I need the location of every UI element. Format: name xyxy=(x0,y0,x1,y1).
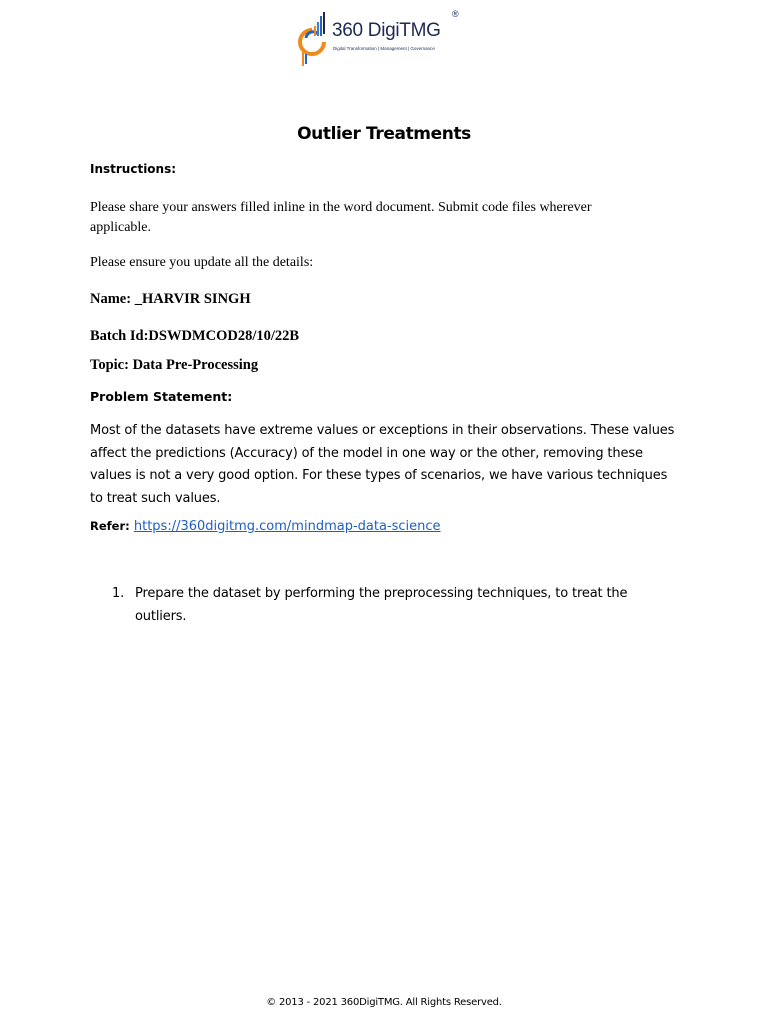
problem-statement-label: Problem Statement: xyxy=(90,389,233,404)
student-name: Name: _HARVIR SINGH xyxy=(90,291,251,307)
document-title: Outlier Treatments xyxy=(297,124,471,144)
list-item-number: 1. xyxy=(112,586,125,601)
topic: Topic: Data Pre-Processing xyxy=(90,357,259,373)
copyright-footer: © 2013 - 2021 360DigiTMG. All Rights Reserved. xyxy=(266,997,502,1008)
instructions-label: Instructions: xyxy=(90,162,177,176)
batch-id: Batch Id:DSWDMCOD28/10/22B xyxy=(90,328,300,344)
company-logo xyxy=(296,8,466,70)
refer-label: Refer: xyxy=(90,519,130,533)
logo-name: 360 DigiTMG xyxy=(332,20,441,41)
registered-mark: ® xyxy=(452,9,459,19)
problem-statement-body: Most of the datasets have extreme values or exceptions in their observations. These values affect the predictions (Accuracy) of the model in one way or the other, removing these values is not a very good option. For these types of scenarios, we have various techniques to treat such values. xyxy=(90,423,675,506)
logo-tagline: Digital Transformation | Management | Governance xyxy=(333,46,435,51)
update-details-note: Please ensure you update all the details: xyxy=(90,255,314,270)
mindmap-link[interactable]: https://360digitmg.com/mindmap-data-science xyxy=(133,519,441,534)
list-item-text: Prepare the dataset by performing the preprocessing techniques, to treat the outliers. xyxy=(135,586,628,624)
logo-mark-icon xyxy=(296,8,336,70)
instructions-paragraph: Please share your answers filled inline in the word document. Submit code files wherever applicable. xyxy=(90,200,592,235)
refer-line xyxy=(90,519,441,534)
